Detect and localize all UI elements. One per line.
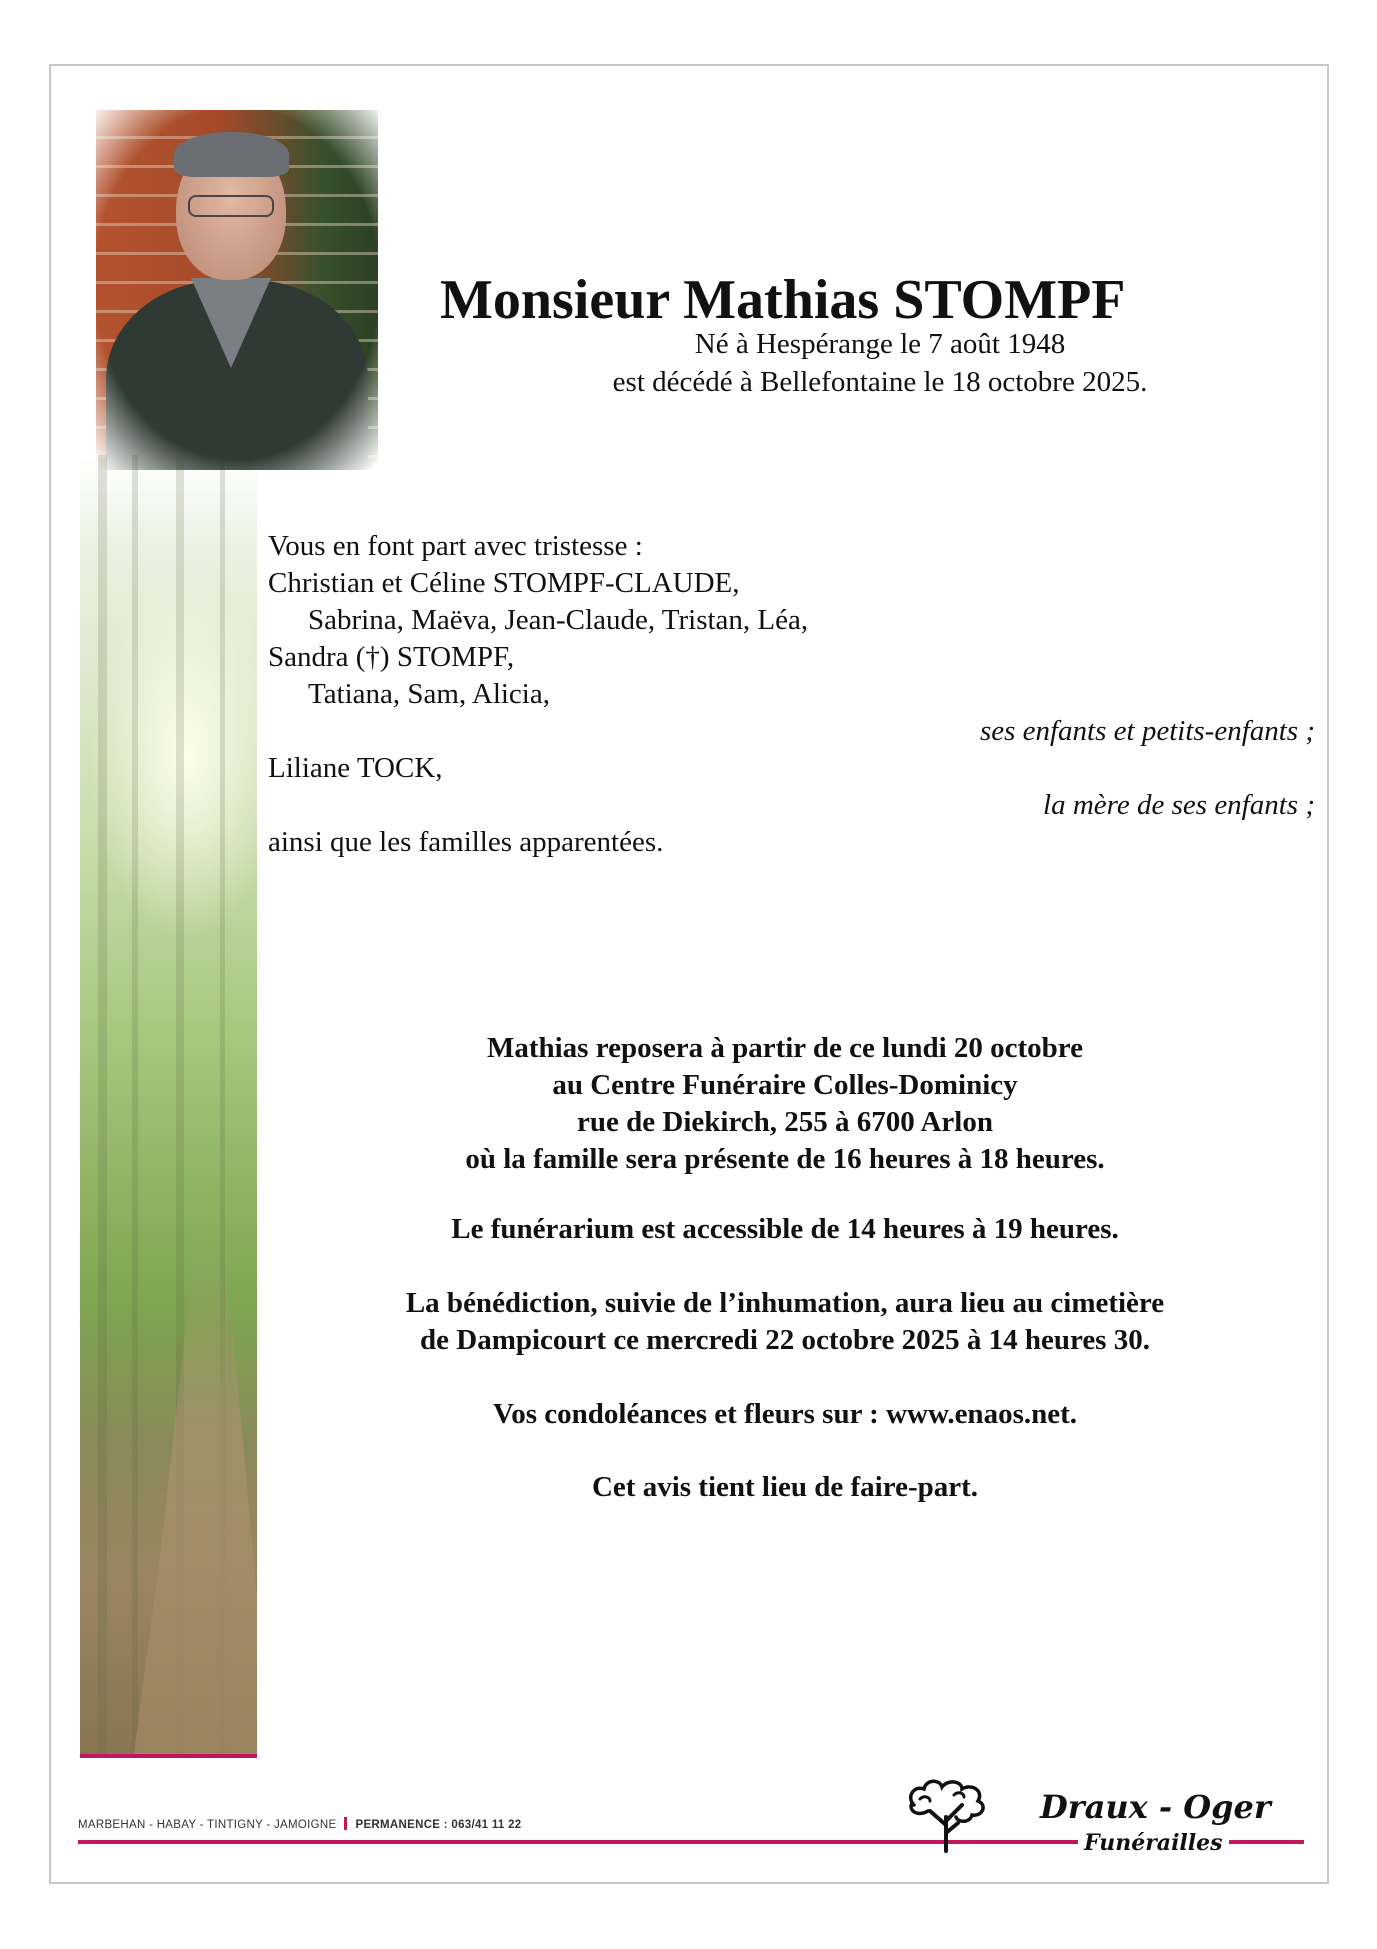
family-closing: ainsi que les familles apparentées. [268, 826, 664, 858]
family-intro: Vous en font part avec tristesse : [268, 530, 643, 562]
footer-contact [78, 1817, 522, 1831]
info-line: rue de Diekirch, 255 à 6700 Arlon [577, 1106, 993, 1138]
death-line: est décédé à Bellefontaine le 18 octobre 2025. [612, 366, 1148, 398]
family-relation: la mère de ses enfants ; [1043, 789, 1315, 821]
footer-separator [344, 1817, 347, 1830]
birth-line: Né à Hespérange le 7 août 1948 [694, 328, 1066, 360]
info-line: où la famille sera présente de 16 heures à 18 heures. [465, 1143, 1105, 1175]
family-line: Liliane TOCK, [268, 752, 443, 784]
brand-subtitle: Funérailles [1078, 1830, 1229, 1856]
brand-name: Draux - Oger [1040, 1788, 1271, 1826]
family-relation: ses enfants et petits-enfants ; [979, 715, 1315, 747]
condolences-block [270, 1396, 1300, 1433]
family-line: Sabrina, Maëva, Jean-Claude, Tristan, Léa, [308, 604, 809, 636]
info-line: Vos condoléances et fleurs sur : www.enaos.net. [492, 1398, 1078, 1430]
ceremony-block [270, 1285, 1300, 1359]
info-line: de Dampicourt ce mercredi 22 octobre 2025 à 14 heures 30. [420, 1324, 1150, 1356]
funerarium-block [270, 1211, 1300, 1248]
info-line: Cet avis tient lieu de faire-part. [591, 1471, 979, 1503]
family-line: Sandra (†) STOMPF, [268, 641, 515, 673]
info-line: au Centre Funéraire Colles-Dominicy [552, 1069, 1018, 1101]
info-line: Le funérarium est accessible de 14 heures à 19 heures. [451, 1213, 1119, 1245]
forest-accent-line [80, 1754, 257, 1758]
info-line: La bénédiction, suivie de l’inhumation, aura lieu au cimetière [405, 1287, 1165, 1319]
notice-disclaimer [270, 1469, 1300, 1506]
portrait-photo [96, 110, 378, 470]
footer-permanence: PERMANENCE : 063/41 11 22 [355, 1819, 522, 1831]
info-line: Mathias reposera à partir de ce lundi 20 octobre [486, 1032, 1084, 1064]
footer-locations: MARBEHAN - HABAY - TINTIGNY - JAMOIGNE [78, 1819, 337, 1831]
deceased-name-title: Monsieur Mathias STOMPF [440, 269, 1126, 331]
tree-logo-icon [900, 1775, 992, 1853]
family-line: Christian et Céline STOMPF-CLAUDE, [268, 567, 740, 599]
forest-path-image [80, 455, 257, 1755]
visitation-block [270, 1030, 1300, 1178]
family-line: Tatiana, Sam, Alicia, [308, 678, 550, 710]
